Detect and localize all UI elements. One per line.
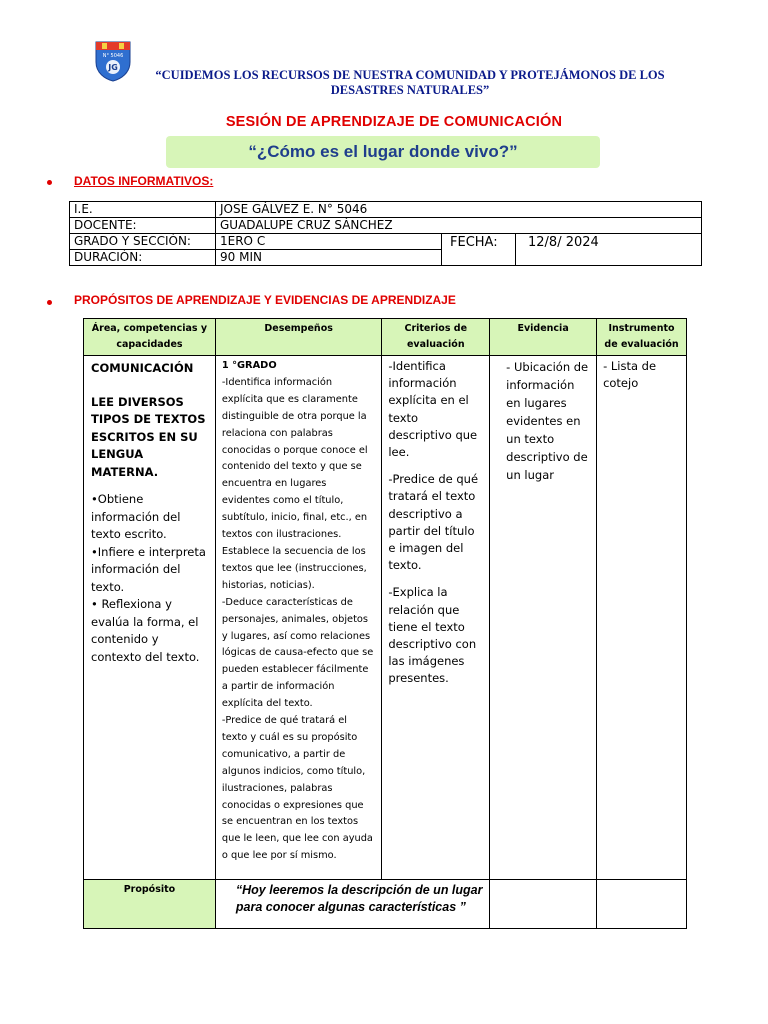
fecha-label: FECHA:: [442, 234, 516, 266]
empty-cell: [597, 880, 687, 929]
criterio-item: -Identifica información explícita en el texto descriptivo que lee.: [388, 359, 478, 460]
datos-heading: DATOS INFORMATIVOS:: [74, 174, 214, 188]
bullet-icon: [47, 180, 52, 185]
ie-label: I.E.: [70, 202, 216, 218]
lesson-title-box: [166, 136, 600, 168]
proposito-label: Propósito: [84, 880, 216, 929]
proposito-text: “Hoy leeremos la descripción de un lugar para conocer algunas características ”: [215, 880, 489, 929]
evidencia-cell: [490, 356, 597, 880]
datos-row-ie: [70, 202, 702, 218]
grado-value: 1ERO C: [216, 234, 442, 250]
proposito-row: [84, 880, 687, 929]
datos-row-grado: [70, 234, 702, 250]
duracion-label: DURACIÓN:: [70, 250, 216, 266]
competencia: LEE DIVERSOS TIPOS DE TEXTOS ESCRITOS EN SU LENGUA MATERNA.: [91, 394, 206, 479]
school-logo: [94, 40, 132, 82]
column-header: Instrumento de evaluación: [597, 319, 687, 356]
instrumento-text: - Lista de cotejo: [603, 359, 657, 390]
column-header: Evidencia: [490, 319, 597, 356]
area-name: COMUNICACIÓN: [91, 361, 194, 375]
table-header-row: [84, 319, 687, 356]
session-title: SESIÓN DE APRENDIZAJE DE COMUNICACIÓN: [225, 114, 563, 130]
capacidad-item: •Obtiene información del texto escrito.: [91, 492, 181, 541]
docente-value: GUADALUPE CRUZ SÁNCHEZ: [216, 218, 702, 234]
capacidad-item: •Infiere e interpreta información del texto.: [91, 544, 206, 594]
column-header: Área, competencias y capacidades: [84, 319, 216, 356]
svg-text:N° 5046: N° 5046: [102, 53, 124, 59]
grado-label: 1 °GRADO: [221, 360, 277, 371]
lesson-title: “¿Cómo es el lugar donde vivo?”: [248, 142, 518, 161]
desempeno-item: -Identifica información explícita que es claramente distinguible de otra porque la relaciona con palabras conocidas o porque conoce el contenido del texto y que se encuentra en lugares evidentes como el título, subtítulo, inicio, final, etc., en textos con ilustraciones. Establece la secuencia de los textos que lee (instrucciones, historias, noticias).: [221, 376, 368, 591]
duracion-value: 90 MIN: [216, 250, 442, 266]
desempeno-item: -Deduce características de personajes, animales, objetos y lugares, así como relaciones lógicas de causa-efecto que se pueden establecer fácilmente a partir de información explícita del texto.: [221, 596, 374, 710]
ie-value: JOSE GÁLVEZ E. N° 5046: [216, 202, 702, 218]
grado-label: GRADO Y SECCIÓN:: [70, 234, 216, 250]
column-header: Desempeños: [215, 319, 381, 356]
table-row: [84, 356, 687, 880]
school-motto: “CUIDEMOS LOS RECURSOS DE NUESTRA COMUNIDAD Y PROTEJÁMONOS DE LOS DESASTRES NATURALES”: [155, 68, 665, 97]
svg-text:JG: JG: [108, 63, 118, 72]
column-header: Criterios de evaluación: [382, 319, 490, 356]
instrumento-cell: [597, 356, 687, 880]
datos-row-docente: [70, 218, 702, 234]
desempeno-item: -Predice de qué tratará el texto y cuál es su propósito comunicativo, a partir de algunos indicios, como título, ilustraciones, palabras conocidas o expresiones que se encuentran en los textos que le leen, que lee con ayuda o que lee por sí mismo.: [221, 715, 373, 862]
criterio-item: -Explica la relación que tiene el texto descriptivo con las imágenes presentes.: [388, 585, 477, 686]
desempenos-cell: [215, 356, 381, 880]
docente-label: DOCENTE:: [70, 218, 216, 234]
criterio-item: -Predice de qué tratará el texto descriptivo a partir del título e imagen del texto.: [388, 472, 479, 573]
propositos-heading: PROPÓSITOS DE APRENDIZAJE Y EVIDENCIAS DE APRENDIZAJE: [74, 293, 456, 307]
capacidad-item: • Reflexiona y evalúa la forma, el contenido y contexto del texto.: [91, 597, 200, 664]
area-cell: [84, 356, 216, 880]
empty-cell: [490, 880, 597, 929]
fecha-value: 12/8/ 2024: [516, 234, 702, 266]
evidencia-text: - Ubicación de información en lugares evidentes en un texto descriptivo de un lugar: [506, 360, 589, 482]
criterios-cell: [382, 356, 490, 880]
bullet-icon: [47, 300, 52, 305]
propositos-table: [83, 318, 687, 929]
datos-table: [69, 201, 702, 266]
